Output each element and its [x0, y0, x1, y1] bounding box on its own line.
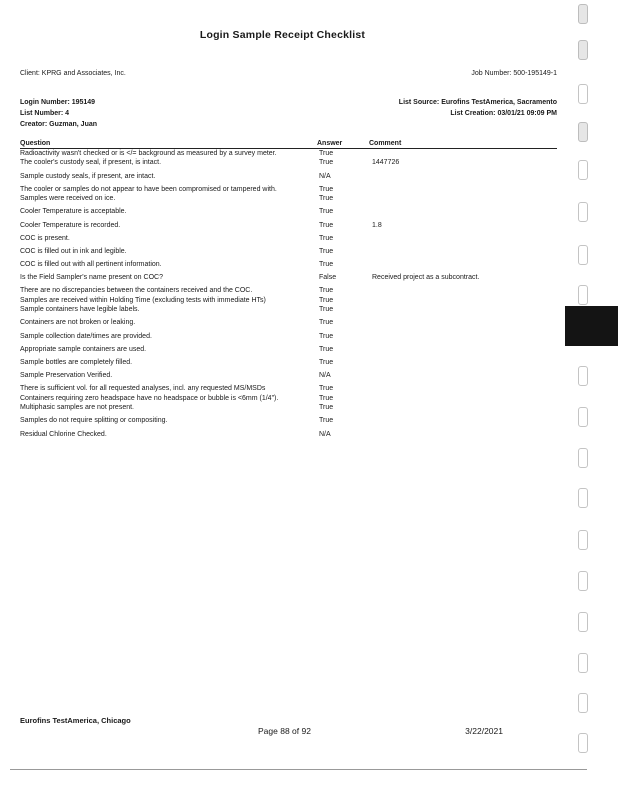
question-cell: Samples were received on ice. [20, 195, 116, 203]
comment-cell [372, 297, 560, 305]
question-cell: Sample custody seals, if present, are intact. [20, 172, 156, 180]
question-cell: Containers are not broken or leaking. [20, 319, 136, 327]
question-cell: COC is filled out in ink and legible. [20, 247, 127, 255]
comment-cell [372, 417, 560, 425]
answer-cell: N/A [319, 172, 331, 180]
checklist-row [20, 195, 560, 203]
answer-cell: True [319, 208, 334, 216]
answer-cell: True [319, 150, 334, 157]
comment-cell [372, 404, 560, 412]
question-cell: Cooler Temperature is acceptable. [20, 208, 127, 216]
checklist-row [20, 287, 560, 295]
answer-cell: N/A [319, 430, 331, 438]
question-cell: Radioactivity wasn't checked or is </= background as measured by a survey meter. [20, 150, 277, 157]
comment-cell [372, 346, 560, 354]
answer-cell: True [319, 221, 334, 229]
checklist-row [20, 333, 560, 341]
comment-cell [372, 333, 560, 341]
binder-tab-active[interactable] [565, 306, 618, 346]
question-cell: COC is filled out with all pertinent information. [20, 261, 162, 269]
answer-cell: True [319, 261, 334, 269]
answer-cell: True [319, 296, 334, 304]
checklist-row [20, 235, 560, 243]
binder-tab[interactable] [578, 202, 588, 222]
question-cell: Is the Field Sampler's name present on COC? [20, 274, 163, 282]
answer-cell: True [319, 332, 334, 340]
question-cell: Sample containers have legible labels. [20, 306, 140, 314]
binder-tab-strip [563, 0, 618, 800]
checklist-row [20, 159, 560, 167]
question-cell: Sample bottles are completely filled. [20, 359, 133, 366]
answer-cell: True [319, 404, 334, 412]
checklist-row [20, 404, 560, 412]
checklist-row [20, 186, 560, 194]
comment-cell [372, 319, 560, 327]
job-number: Job Number: 500-195149-1 [471, 70, 557, 77]
answer-cell: True [319, 195, 334, 203]
checklist-row [20, 173, 560, 181]
binder-tab[interactable] [578, 653, 588, 673]
binder-tab[interactable] [578, 160, 588, 180]
comment-cell [372, 208, 560, 216]
binder-tab[interactable] [578, 122, 588, 142]
binder-tab[interactable] [578, 448, 588, 468]
answer-cell: True [319, 319, 334, 327]
question-cell: COC is present. [20, 234, 70, 242]
comment-cell [372, 150, 560, 158]
comment-cell [372, 248, 560, 256]
answer-cell: True [319, 385, 334, 393]
answer-cell: True [319, 306, 334, 314]
binder-tab[interactable] [578, 407, 588, 427]
question-cell: Multiphasic samples are not present. [20, 404, 134, 412]
list-number: List Number: 4 [20, 110, 70, 117]
question-cell: There are no discrepancies between the containers received and the COC. [20, 287, 253, 295]
binder-tab[interactable] [578, 245, 588, 265]
checklist-table [20, 150, 560, 444]
column-header-question: Question [20, 140, 51, 147]
checklist-row [20, 319, 560, 327]
answer-cell: False [319, 274, 337, 282]
comment-cell [372, 173, 560, 181]
checklist-row [20, 248, 560, 256]
question-cell: Containers requiring zero headspace have no headspace or bubble is <6mm (1/4"). [20, 394, 279, 402]
question-cell: The cooler's custody seal, if present, is intact. [20, 159, 162, 167]
checklist-row [20, 395, 560, 403]
checklist-row [20, 359, 560, 367]
answer-cell: True [319, 359, 334, 366]
column-header-comment: Comment [369, 140, 402, 147]
question-cell: Samples are received within Holding Time (excluding tests with immediate HTs) [20, 296, 266, 304]
binder-tab[interactable] [578, 366, 588, 386]
binder-tab[interactable] [578, 530, 588, 550]
comment-cell [372, 306, 560, 314]
page-bottom-edge [10, 769, 587, 770]
binder-tab[interactable] [578, 612, 588, 632]
comment-cell [372, 431, 560, 439]
comment-cell [372, 287, 560, 295]
checklist-row [20, 222, 560, 230]
comment-cell [372, 359, 560, 367]
checklist-row [20, 297, 560, 305]
answer-cell: True [319, 159, 334, 167]
answer-cell: True [319, 417, 334, 425]
question-cell: Cooler Temperature is recorded. [20, 221, 121, 229]
answer-cell: True [319, 185, 334, 193]
binder-tab[interactable] [578, 571, 588, 591]
binder-tab[interactable] [578, 488, 588, 508]
comment-cell [372, 261, 560, 269]
comment-cell: 1.8 [372, 221, 382, 229]
question-cell: The cooler or samples do not appear to have been compromised or tampered with. [20, 185, 277, 193]
answer-cell: True [319, 234, 334, 242]
question-cell: Sample Preservation Verified. [20, 372, 113, 380]
binder-tab[interactable] [578, 285, 588, 305]
list-creation: List Creation: 03/01/21 09:09 PM [450, 110, 557, 117]
checklist-row [20, 346, 560, 354]
binder-tab[interactable] [578, 693, 588, 713]
footer-date: 3/22/2021 [465, 726, 503, 736]
column-header-answer: Answer [317, 140, 343, 147]
footer-page-number: Page 88 of 92 [258, 726, 311, 736]
comment-cell [372, 385, 560, 393]
binder-tab[interactable] [578, 40, 588, 60]
page-title: Login Sample Receipt Checklist [199, 29, 366, 41]
answer-cell: N/A [319, 372, 331, 380]
login-number: Login Number: 195149 [20, 99, 96, 106]
checklist-row [20, 208, 560, 216]
question-cell: Appropriate sample containers are used. [20, 345, 147, 353]
question-cell: Samples do not require splitting or compositing. [20, 417, 168, 425]
answer-cell: True [319, 345, 334, 353]
binder-tab[interactable] [578, 733, 588, 753]
footer-company: Eurofins TestAmerica, Chicago [20, 716, 131, 725]
checklist-row [20, 306, 560, 314]
list-source: List Source: Eurofins TestAmerica, Sacramento [398, 99, 557, 106]
answer-cell: True [319, 247, 334, 255]
comment-cell [372, 195, 560, 203]
comment-cell [372, 235, 560, 243]
question-cell: Sample collection date/times are provided. [20, 332, 152, 340]
checklist-row [20, 372, 560, 380]
answer-cell: True [319, 287, 334, 295]
answer-cell: True [319, 394, 334, 402]
creator: Creator: Guzman, Juan [20, 121, 98, 128]
question-cell: There is sufficient vol. for all requested analyses, incl. any requested MS/MSDs [20, 385, 266, 393]
binder-tab[interactable] [578, 84, 588, 104]
comment-cell: Received project as a subcontract. [372, 274, 480, 282]
header-divider [20, 148, 557, 149]
checklist-row [20, 150, 560, 158]
question-cell: Residual Chlorine Checked. [20, 430, 107, 438]
comment-cell [372, 372, 560, 380]
checklist-row [20, 431, 560, 439]
checklist-row [20, 261, 560, 269]
client-label: Client: KPRG and Associates, Inc. [20, 70, 126, 77]
checklist-row [20, 417, 560, 425]
comment-cell: 1447726 [372, 159, 400, 167]
checklist-row [20, 385, 560, 393]
comment-cell [372, 186, 560, 194]
binder-tab[interactable] [578, 4, 588, 24]
comment-cell [372, 395, 560, 403]
checklist-row [20, 274, 560, 282]
